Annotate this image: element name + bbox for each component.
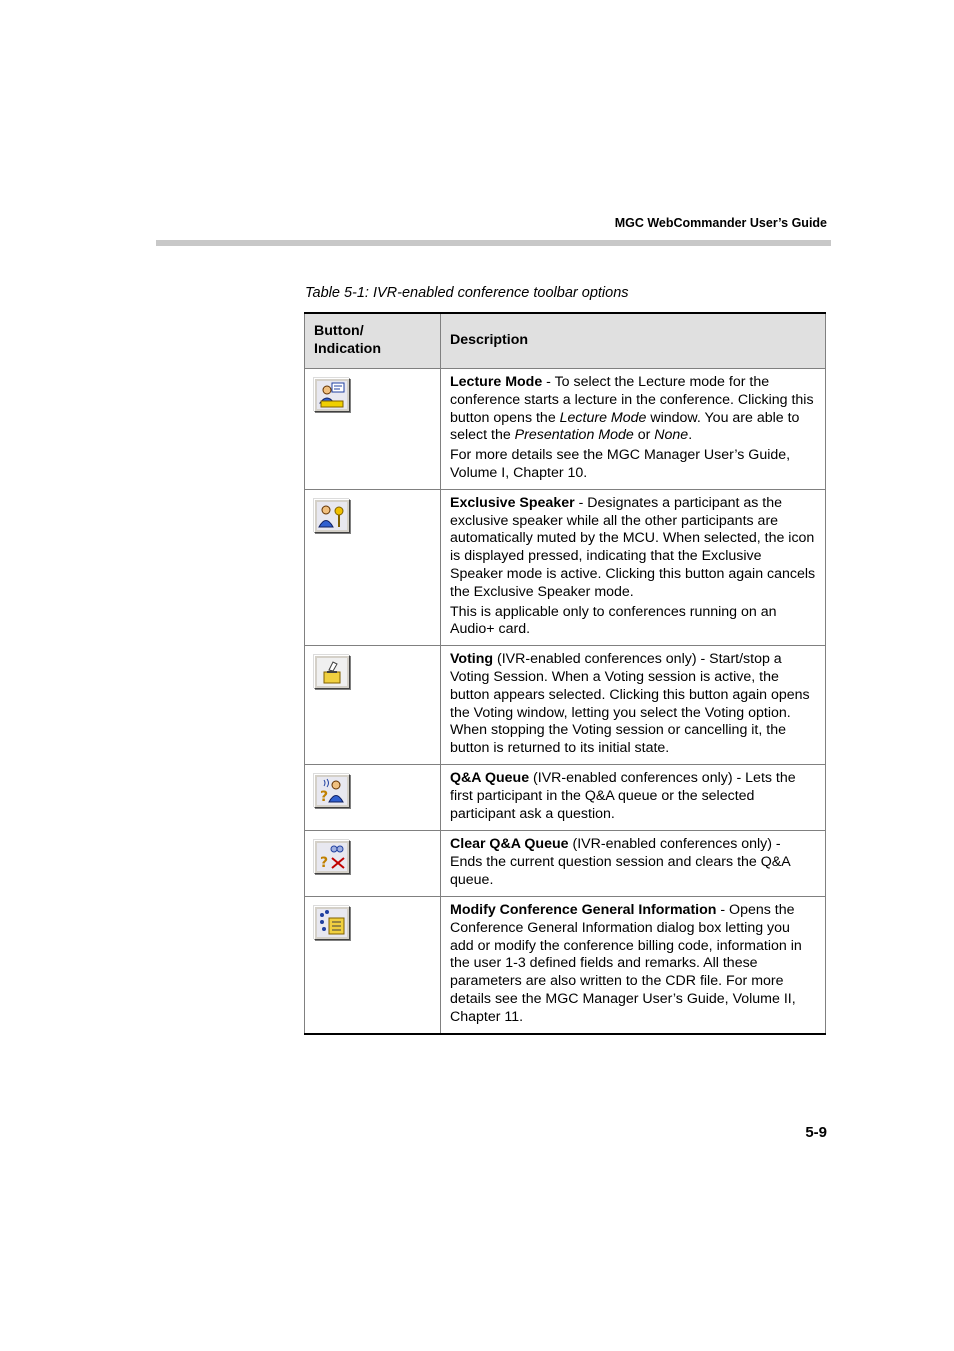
clear-qa-queue-icon (314, 840, 350, 874)
description-text: This is applicable only to conferences running on an Audio+ card. (450, 603, 777, 638)
description-text: or (633, 427, 655, 444)
description-text: - Opens the Conference General Information dialog box letting you add or modify the conference billing code, information in the user 1-3 defined fields and remarks. All these parameters are also written to the CDR file. For more details see the MGC Manager User’s Guide, Volume II, Chapter 11. (450, 901, 802, 1025)
description-cell (441, 764, 826, 830)
description-cell (441, 489, 826, 645)
column-header-description-label: Description (450, 332, 529, 349)
description-text: For more details see the MGC Manager User’s Guide, Volume I, Chapter 10. (450, 447, 791, 481)
button-cell (305, 489, 441, 645)
column-header-button-label: Button/ Indication (314, 323, 381, 357)
description-text: (IVR-enabled conferences only) - Lets the first participant in the Q&A queue or the selected participant ask a question. (450, 769, 796, 822)
description-paragraph (450, 604, 816, 640)
description-cell (441, 830, 826, 896)
button-cell (305, 369, 441, 490)
page-number: 5-9 (805, 1124, 827, 1141)
description-text: (IVR-enabled conferences only) - Start/stop a Voting Session. When a Voting session is active, the button appears selected. Clicking this button again opens the Voting window, letting you select the Voting option. When stopping the Voting session or cancelling it, the button is returned to its initial state. (450, 651, 810, 757)
option-title: Lecture Mode (450, 374, 543, 390)
button-cell (305, 896, 441, 1033)
button-cell (305, 646, 441, 765)
svg-text:?: ? (320, 854, 329, 871)
emphasized-text: Lecture Mode (559, 409, 647, 426)
option-title: Clear Q&A Queue (450, 835, 569, 852)
toolbar-options-table (304, 312, 826, 1035)
description-paragraph (450, 836, 816, 889)
table-row (305, 830, 826, 896)
voting-icon (314, 655, 350, 689)
emphasized-text: Presentation Mode (514, 427, 634, 444)
description-text: - Designates a participant as the exclusive speaker while all the other participants are automatically muted by the MCU. When selected, the icon is displayed pressed, indicating that the Exclusive Speaker mode is active. Clicking this button again cancels the Exclusive Speaker mode. (450, 494, 816, 600)
table-row (305, 764, 826, 830)
description-text: (IVR-enabled conferences only) - Ends the current question session and clears the Q&A queue. (450, 835, 790, 888)
description-text: . (688, 427, 693, 444)
button-cell (305, 830, 441, 896)
table-row (305, 369, 826, 490)
button-cell (305, 764, 441, 830)
description-paragraph (450, 902, 816, 1027)
header-divider (156, 240, 831, 246)
description-text: window. You are able to select the (450, 409, 800, 444)
column-header-description (441, 313, 826, 369)
table-header-row (305, 313, 826, 369)
exclusive-speaker-icon (314, 499, 350, 533)
modify-conference-info-icon (314, 906, 350, 940)
emphasized-text: None (654, 427, 689, 444)
table-row (305, 489, 826, 645)
description-paragraph (450, 495, 816, 602)
description-text: - To select the Lecture mode for the conference starts a lecture in the conference. Clicking this button opens the (450, 374, 814, 426)
description-paragraph (450, 651, 816, 758)
description-cell (441, 896, 826, 1033)
table-row (305, 646, 826, 765)
option-title: Exclusive Speaker (450, 494, 575, 511)
table-row (305, 896, 826, 1033)
description-cell (441, 369, 826, 490)
option-title: Voting (450, 651, 494, 668)
description-paragraph (450, 447, 816, 483)
option-title: Q&A Queue (450, 769, 530, 786)
option-title: Modify Conference General Information (450, 901, 717, 918)
lecture-mode-icon (314, 378, 350, 412)
table-caption: Table 5-1: IVR-enabled conference toolbar options (305, 285, 629, 301)
qa-queue-icon (314, 774, 350, 808)
description-paragraph (450, 374, 816, 445)
svg-text:?: ? (320, 788, 329, 805)
column-header-button (305, 313, 441, 369)
description-cell (441, 646, 826, 765)
running-header: MGC WebCommander User’s Guide (614, 216, 827, 230)
description-paragraph (450, 770, 816, 823)
